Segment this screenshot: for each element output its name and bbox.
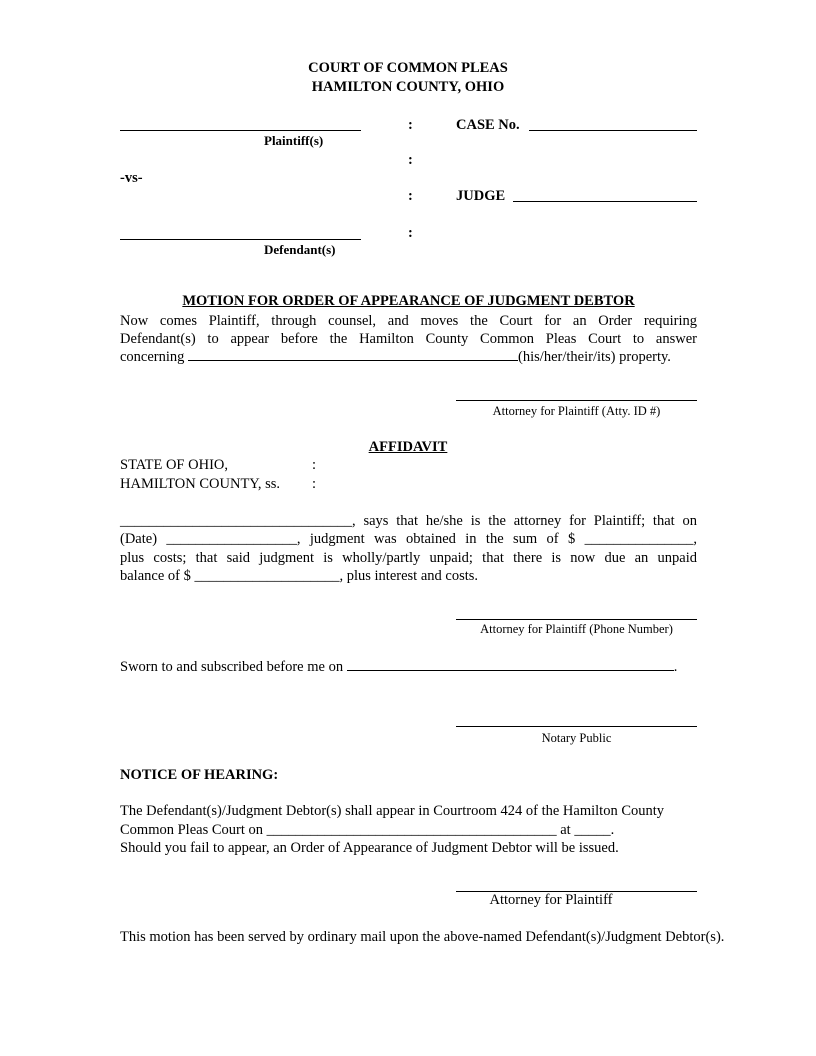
- plaintiff-signature-line[interactable]: [120, 130, 361, 131]
- defendant-signature-line[interactable]: [120, 239, 361, 240]
- notice-title: NOTICE OF HEARING:: [120, 767, 279, 783]
- notary-label: Notary Public: [541, 731, 612, 745]
- notice-attorney-label: Attorney for Plaintiff: [489, 892, 613, 908]
- property-field[interactable]: [188, 348, 518, 361]
- motion-line: [120, 348, 697, 367]
- notary-signature-line[interactable]: [456, 726, 697, 727]
- motion-title: MOTION FOR ORDER OF APPEARANCE OF JUDGMENT DEBTOR: [182, 293, 635, 309]
- attorney-id-label: Attorney for Plaintiff (Atty. ID #): [492, 404, 661, 418]
- sworn-date-field[interactable]: [347, 658, 674, 671]
- caption-colon: :: [408, 188, 413, 204]
- attorney-phone-signature-line[interactable]: [456, 619, 697, 620]
- venue-county: HAMILTON COUNTY, ss.: [120, 476, 281, 492]
- judge-label: JUDGE: [456, 188, 506, 204]
- judge-field[interactable]: [513, 201, 697, 202]
- caption-colon: :: [408, 152, 413, 168]
- affidavit-line: plus costs; that said judgment is wholly/partly unpaid; that there is now due an unpaid: [120, 550, 697, 566]
- vs-label: -vs-: [120, 170, 143, 186]
- defendant-label: Defendant(s): [264, 242, 336, 257]
- caption-colon: :: [408, 225, 413, 241]
- court-name: COURT OF COMMON PLEAS: [308, 60, 508, 76]
- attorney-signature-line[interactable]: [456, 400, 697, 401]
- sworn-period: .: [673, 659, 678, 675]
- motion-concerning-text: concerning: [120, 349, 189, 365]
- service-statement: This motion has been served by ordinary mail upon the above-named Defendant(s)/Judgment Debtor(s).: [120, 929, 725, 945]
- motion-line: Now comes Plaintiff, through counsel, and moves the Court for an Order requiring: [120, 313, 697, 329]
- sworn-line: [120, 658, 677, 676]
- plaintiff-label: Plaintiff(s): [264, 133, 324, 148]
- venue-colon: :: [312, 476, 317, 492]
- notice-line: The Defendant(s)/Judgment Debtor(s) shall appear in Courtroom 424 of the Hamilton County: [120, 803, 665, 819]
- affidavit-title: AFFIDAVIT: [368, 439, 448, 455]
- affidavit-line: (Date) __________________, judgment was obtained in the sum of $ _______________,: [120, 531, 697, 547]
- venue-state: STATE OF OHIO,: [120, 457, 228, 473]
- notice-line: Common Pleas Court on ________________________________________ at _____.: [120, 822, 615, 838]
- case-number-label: CASE No.: [456, 117, 520, 133]
- motion-property-suffix: (his/her/their/its) property.: [518, 349, 671, 365]
- motion-line: Defendant(s) to appear before the Hamilton County Common Pleas Court to answer: [120, 331, 697, 347]
- affidavit-line: balance of $ ____________________, plus interest and costs.: [120, 568, 479, 584]
- venue-colon: :: [312, 457, 317, 473]
- county-name: HAMILTON COUNTY, OHIO: [311, 79, 505, 95]
- notice-line: Should you fail to appear, an Order of Appearance of Judgment Debtor will be issued.: [120, 840, 619, 856]
- affidavit-line: ________________________________, says that he/she is the attorney for Plaintiff; that on: [120, 513, 697, 529]
- attorney-phone-label: Attorney for Plaintiff (Phone Number): [480, 622, 673, 636]
- sworn-text: Sworn to and subscribed before me on: [120, 659, 347, 675]
- case-number-field[interactable]: [529, 130, 697, 131]
- caption-colon: :: [408, 117, 413, 133]
